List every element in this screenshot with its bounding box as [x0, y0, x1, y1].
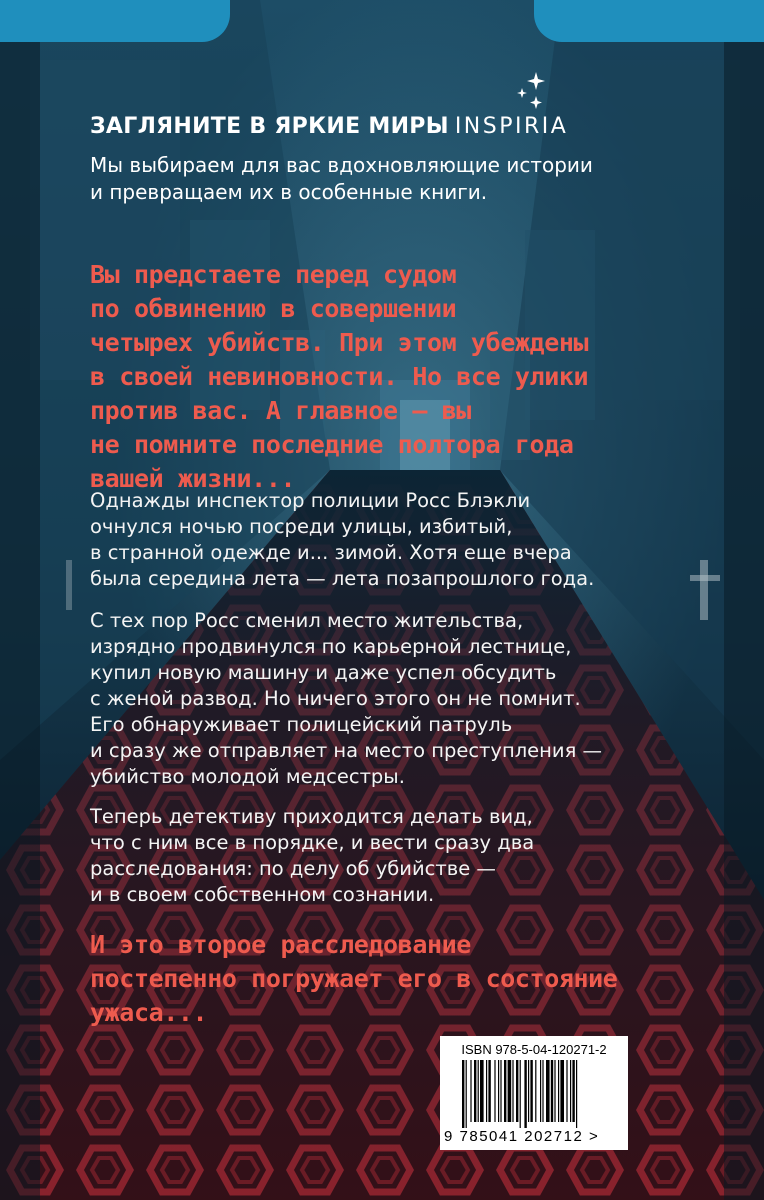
- publisher-brand: INSPIRIA: [454, 114, 569, 139]
- barcode-bar: [554, 1060, 555, 1122]
- closing-blurb: И это второе расследование постепенно погружает его в состояние ужаса...: [90, 930, 618, 1027]
- barcode-bar: [558, 1060, 559, 1122]
- barcode-bar: [498, 1060, 499, 1122]
- barcode-bar: [570, 1060, 571, 1122]
- barcode-bar: [470, 1060, 471, 1122]
- barcode-bar: [576, 1060, 577, 1128]
- lead-blurb: Вы предстаете перед судом по обвинению в совершении четырех убийств. При этом убеждены в своей невиновности. Но все улики против вас. А главное — вы не помните последние полтора года вашей жизни...: [90, 260, 589, 493]
- barcode-bar: [546, 1060, 550, 1122]
- barcode-bar: [488, 1060, 490, 1122]
- barcode-bar: [540, 1060, 541, 1122]
- barcode-bar: [478, 1060, 479, 1122]
- barcode-bar: [508, 1060, 512, 1122]
- barcode-bar: [551, 1060, 553, 1122]
- top-right-tab: [534, 0, 764, 42]
- barcode-bar: [520, 1060, 521, 1128]
- barcode-bar: [516, 1060, 518, 1122]
- barcode-bar: [512, 1060, 513, 1122]
- barcode-bars: [462, 1060, 616, 1128]
- sparkle-stars-icon: [512, 70, 552, 114]
- barcode-bar: [504, 1060, 506, 1122]
- barcode-bar: [524, 1060, 526, 1128]
- description-paragraph-1: Однажды инспектор полиции Росс Блэкли очнулся ночью посреди улицы, избитый, в странной одежде и... зимой. Хотя еще вчера была середина лета — лета позапрошлого года.: [90, 489, 595, 590]
- barcode-bar: [500, 1060, 501, 1122]
- barcode-bar: [486, 1060, 487, 1122]
- barcode-bar: [462, 1060, 464, 1128]
- description-paragraph-2: С тех пор Росс сменил место жительства, изрядно продвинулся по карьерной лестнице, купил новую машину и даже успел обсудить с женой развод. Но ничего этого он не помнит. Его обнаруживает полицейский патруль и сразу же отправляет на место преступления — убийство молодой медсестры.: [90, 609, 603, 788]
- barcode-bar: [572, 1060, 574, 1122]
- series-heading: [90, 114, 650, 146]
- isbn-label: ISBN 978-5-04-120271-2: [461, 1042, 607, 1057]
- ean-digits: 9 785041 202712 >: [444, 1128, 600, 1145]
- barcode-bar: [466, 1060, 467, 1128]
- barcode-bar: [528, 1060, 529, 1122]
- intro-text: Мы выбираем для вас вдохновляющие истории и превращаем их в особенные книги.: [90, 153, 593, 204]
- barcode-bar: [530, 1060, 532, 1122]
- series-heading-text: ЗАГЛЯНИТЕ В ЯРКИЕ МИРЫ: [90, 114, 449, 139]
- barcode-bar: [480, 1060, 484, 1122]
- barcode-bar: [494, 1060, 495, 1122]
- top-left-tab: [0, 0, 230, 42]
- barcode-bar: [535, 1060, 536, 1122]
- isbn-barcode: [440, 1036, 628, 1150]
- barcode-bar: [542, 1060, 543, 1122]
- barcode-bar: [560, 1060, 564, 1122]
- barcode-bar: [566, 1060, 567, 1122]
- barcode-bar: [474, 1060, 476, 1122]
- description-paragraph-3: Теперь детективу приходится делать вид, что с ним все в порядке, и вести сразу два расследования: по делу об убийстве — и в своем собственном сознании.: [90, 805, 535, 906]
